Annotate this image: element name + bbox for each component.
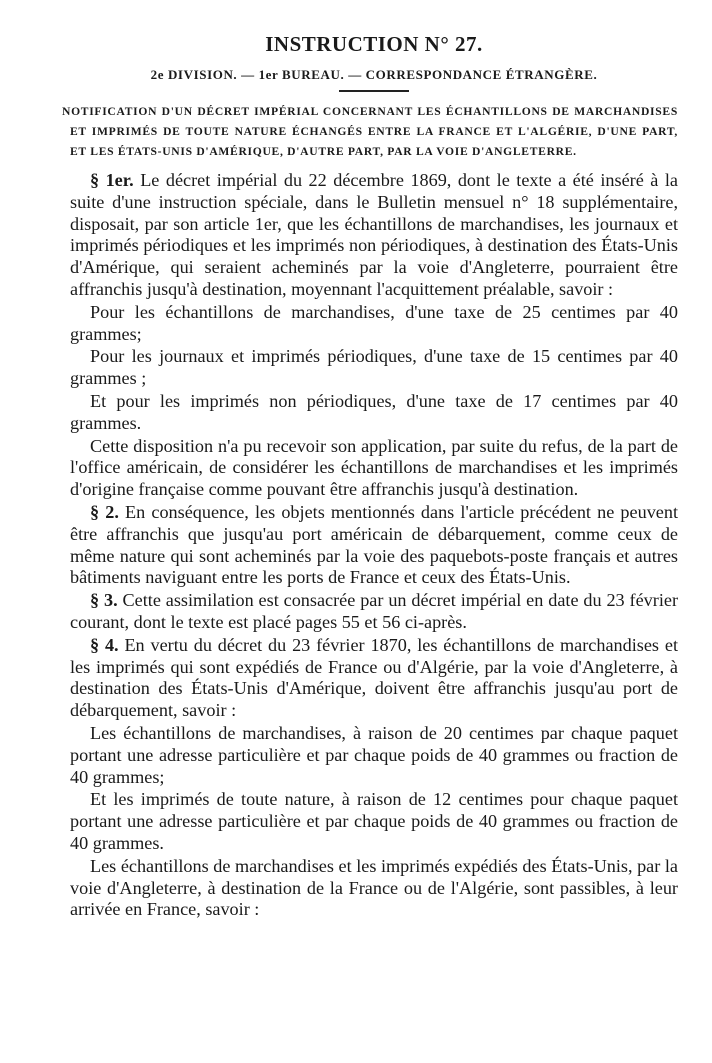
paragraph xyxy=(70,789,678,854)
paragraph xyxy=(70,302,678,346)
section-number: § 4. xyxy=(90,634,119,655)
divider xyxy=(339,90,409,92)
paragraph-text: Cette assimilation est consacrée par un décret impérial en date du 23 février courant, dont le texte est placé pages 55 et 56 ci-après. xyxy=(70,590,678,632)
paragraph xyxy=(70,346,678,390)
paragraph-text: Les échantillons de marchandises et les imprimés expédiés des États-Unis, par la voie d'Angleterre, à destination de la France ou de l'Algérie, sont passibles, à leur arrivée en France, savoir : xyxy=(70,855,678,920)
section-number: § 2. xyxy=(90,501,119,522)
paragraph xyxy=(70,502,678,589)
paragraph-text: En conséquence, les objets mentionnés dans l'article précédent ne peuvent être affranchis que jusqu'au port américain de débarquement, comme ceux de même nature qui sont acheminés par la voie des paquebots-poste français et autres bâtiments naviguant entre les ports de France et ceux des États-Unis. xyxy=(70,501,679,588)
paragraph xyxy=(70,391,678,435)
paragraph-text: Et pour les imprimés non périodiques, d'une taxe de 17 centimes par 40 grammes. xyxy=(70,390,678,433)
paragraph-text: Et les imprimés de toute nature, à raison de 12 centimes pour chaque paquet portant une adresse particulière et par chaque poids de 40 grammes ou fraction de 40 grammes. xyxy=(70,789,678,853)
notification-heading: NOTIFICATION D'UN DÉCRET IMPÉRIAL CONCERNANT LES ÉCHANTILLONS DE MARCHANDISES ET IMPRIMÉS DE TOUTE NATURE ÉCHANGÉS ENTRE LA FRANCE ET L'ALGÉRIE, D'UNE PART, ET LES ÉTATS-UNIS D'AMÉRIQUE, D'AUTRE PART, PAR LA VOIE D'ANGLETERRE. xyxy=(62,105,678,158)
body-text xyxy=(70,170,678,921)
paragraph xyxy=(70,723,678,788)
paragraph-text: Pour les échantillons de marchandises, d'une taxe de 25 centimes par 40 grammes; xyxy=(70,301,678,344)
section-number: § 3. xyxy=(90,590,118,611)
division-heading: 2e DIVISION. — 1er BUREAU. — CORRESPONDANCE ÉTRANGÈRE. xyxy=(150,67,598,82)
paragraph-text: Pour les journaux et imprimés périodiques, d'une taxe de 15 centimes par 40 grammes ; xyxy=(70,346,678,389)
paragraph-text: Les échantillons de marchandises, à raison de 20 centimes par chaque paquet portant une adresse particulière et par chaque poids de 40 grammes ou fraction de 40 grammes; xyxy=(70,722,678,787)
paragraph-text: Le décret impérial du 22 décembre 1869, dont le texte a été inséré à la suite d'une instruction spéciale, dans le Bulletin mensuel n° 18 supplémentaire, disposait, par son article 1er, que les échantillons de marchandises, les journaux et imprimés périodiques et les imprimés non périodiques, à destination des États-Unis d'Amérique, qui seraient acheminés par la voie d'Angleterre, pourraient être affranchis jusqu'à destination, moyennant l'acquittement préalable, savoir : xyxy=(70,170,678,299)
paragraph-text: En vertu du décret du 23 février 1870, les échantillons de marchandises et les imprimés qui sont expédiés de France ou d'Algérie, par la voie d'Angleterre, à destination des États-Unis d'Amérique, doivent être affranchis jusqu'au port de débarquement, savoir : xyxy=(70,634,678,721)
section-number: § 1er. xyxy=(90,170,134,190)
paragraph xyxy=(70,590,678,634)
paragraph xyxy=(70,170,678,301)
paragraph xyxy=(70,635,678,722)
paragraph xyxy=(70,856,678,921)
page-title: INSTRUCTION N° 27. xyxy=(265,32,483,56)
paragraph xyxy=(70,436,678,501)
paragraph-text: Cette disposition n'a pu recevoir son application, par suite du refus, de la part de l'office américain, de considérer les échantillons de marchandises et les imprimés d'origine française comme pouvant être affranchis jusqu'à destination. xyxy=(70,435,678,500)
